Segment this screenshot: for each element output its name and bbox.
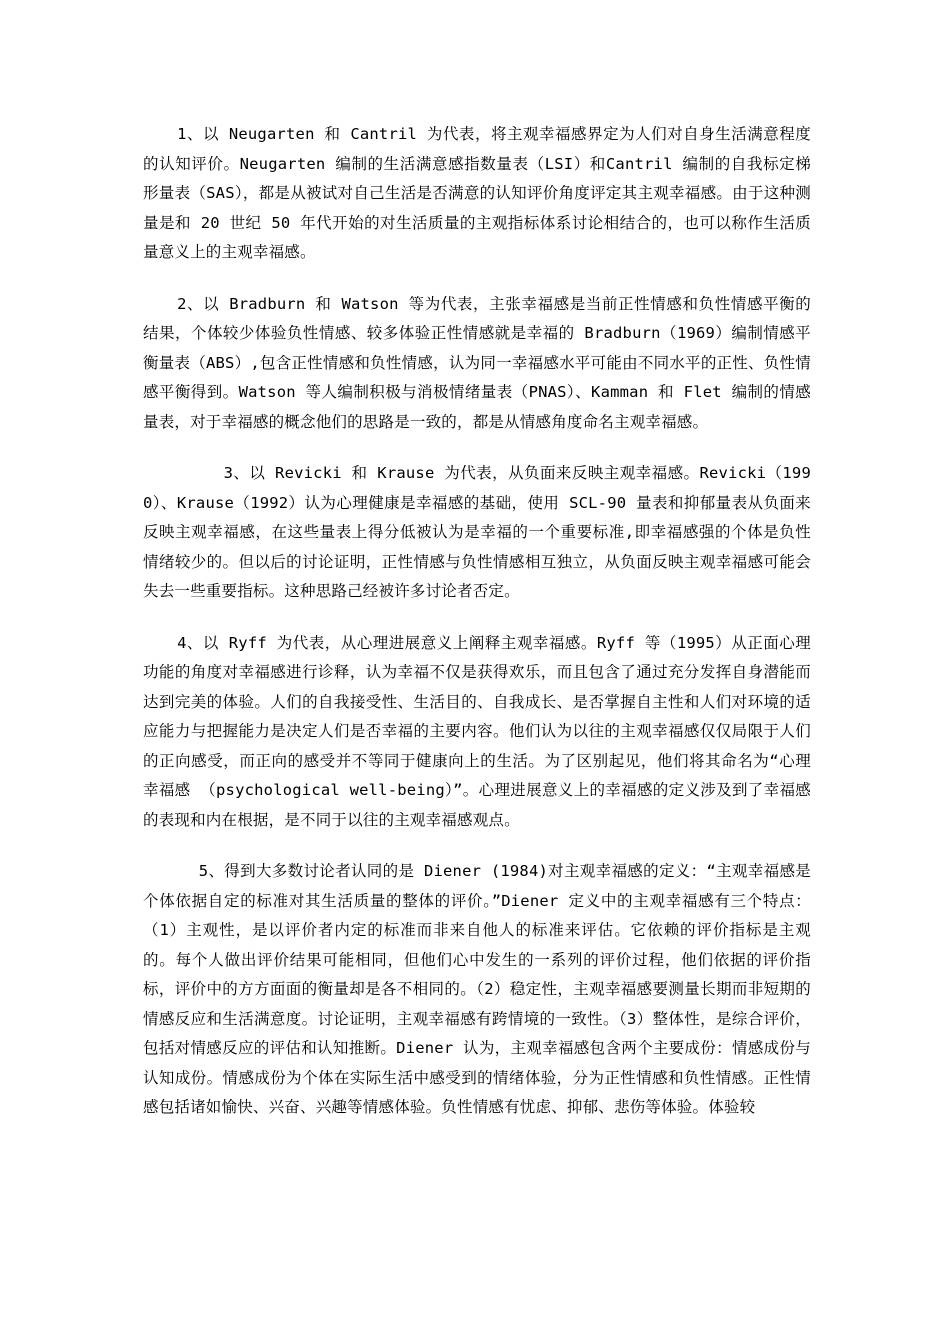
paragraph-1: 1、以 Neugarten 和 Cantril 为代表，将主观幸福感界定为人们对自身生活满意程度的认知评价。Neugarten 编制的生活满意感指数量表（LSI）和Cantril 编制的自我标定梯形量表（SAS），都是从被试对自己生活是否满意的认知评价角度评定其主观幸福感。由于这种测量是和 20 世纪 50 年代开始的对生活质量的主观指标体系讨论相结合的，也可以称作生活质量意义上的主观幸福感。 [143,125,811,261]
paragraph-2: 2、以 Bradburn 和 Watson 等为代表，主张幸福感是当前正性情感和负性情感平衡的结果，个体较少体验负性情感、较多体验正性情感就是幸福的 Bradburn（1969）编制情感平衡量表（ABS）,包含正性情感和负性情感，认为同一幸福感水平可能由不同水平的正性、负性情感平衡得到。Watson 等人编制积极与消极情绪量表（PNAS）、Kamman 和 Flet 编制的情感量表，对于幸福感的概念他们的思路是一致的，都是从情感角度命名主观幸福感。 [143,294,811,431]
document-body [143,120,811,1145]
paragraph-5: 5、得到大多数讨论者认同的是 Diener (1984)对主观幸福感的定义：“主观幸福感是个体依据自定的标准对其生活质量的整体的评价。”Diener 定义中的主观幸福感有三个特点：（1）主观性，是以评价者内定的标准而非来自他人的标准来评估。它依赖的评价指标是主观的。每个人做出评价结果可能相同，但他们心中发生的一系列的评价过程，他们依据的评价指标，评价中的方方面面的衡量却是各不相同的。（2）稳定性，主观幸福感要测量长期而非短期的情感反应和生活满意度。讨论证明，主观幸福感有跨情境的一致性。（3）整体性，是综合评价，包括对情感反应的评估和认知推断。Diener 认为，主观幸福感包含两个主要成份：情感成份与认知成份。情感成份为个体在实际生活中感受到的情绪体验，分为正性情感和负性情感。正性情感包括诸如愉快、兴奋、兴趣等情感体验。负性情感有忧虑、抑郁、悲伤等体验。体验较 [143,862,811,1116]
paragraph-3: 3、以 Revicki 和 Krause 为代表，从负面来反映主观幸福感。Revicki（1990）、Krause（1992）认为心理健康是幸福感的基础，使用 SCL-90 量表和抑郁量表从负面来反映主观幸福感，在这些量表上得分低被认为是幸福的一个重要标准,即幸福感强的个体是负性情绪较少的。但以后的讨论证明，正性情感与负性情感相互独立，从负面反映主观幸福感可能会失去一些重要指标。这种思路己经被许多讨论者否定。 [143,464,811,600]
paragraph-4: 4、以 Ryff 为代表，从心理进展意义上阐释主观幸福感。Ryff 等（1995）从正面心理功能的角度对幸福感进行诊释，认为幸福不仅是获得欢乐，而且包含了通过充分发挥自身潜能而达到完美的体验。人们的自我接受性、生活目的、自我成长、是否掌握自主性和人们对环境的适应能力与把握能力是决定人们是否幸福的主要内容。他们认为以往的主观幸福感仅仅局限于人们的正向感受，而正向的感受并不等同于健康向上的生活。为了区别起见，他们将其命名为“心理幸福感 （psychological well-being）”。心理进展意义上的幸福感的定义涉及到了幸福感的表现和内在根据，是不同于以往的主观幸福感观点。 [143,633,811,829]
